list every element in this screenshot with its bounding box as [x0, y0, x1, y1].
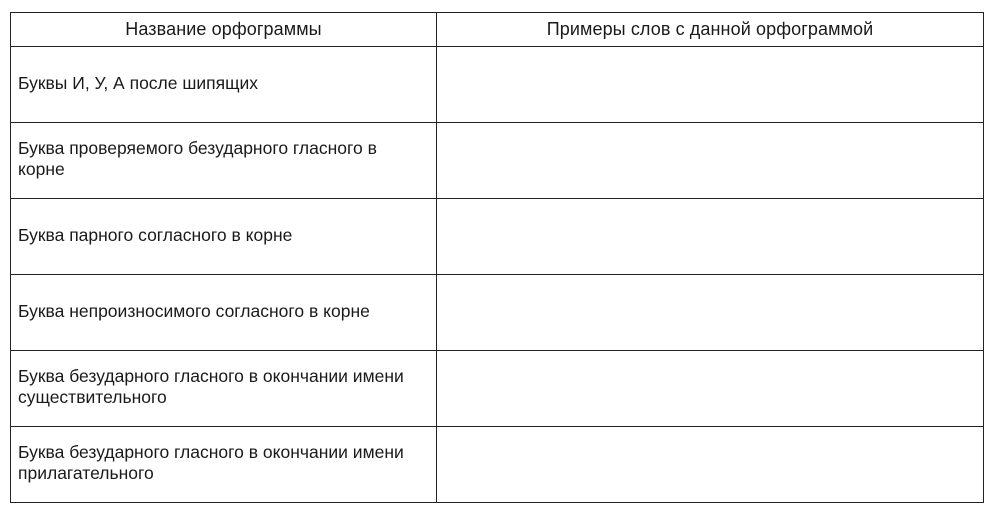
examples-input-cell[interactable]	[437, 351, 984, 427]
table-row	[11, 275, 984, 351]
orthogram-name: Буквы И, У, А после шипящих	[18, 72, 259, 93]
table-row	[11, 199, 984, 275]
examples-input-cell[interactable]	[437, 275, 984, 351]
orthogram-name: Буква проверяемого безударного гласного в корне	[18, 138, 377, 179]
examples-input-cell[interactable]	[437, 47, 984, 123]
examples-input-cell[interactable]	[437, 123, 984, 199]
orthogram-name-cell	[11, 123, 437, 199]
examples-input-cell[interactable]	[437, 199, 984, 275]
table-row	[11, 123, 984, 199]
orthogram-name-cell	[11, 47, 437, 123]
orthogram-name-cell	[11, 275, 437, 351]
table-row	[11, 47, 984, 123]
header-word-examples: Примеры слов с данной орфограммой	[437, 13, 984, 47]
orthogram-name: Буква безударного гласного в окончании имени существительного	[18, 366, 404, 407]
orthogram-name-cell	[11, 199, 437, 275]
examples-input-cell[interactable]	[437, 427, 984, 503]
orthogram-name: Буква безударного гласного в окончании имени прилагательного	[18, 442, 404, 483]
header-orthogram-name: Название орфограммы	[11, 13, 437, 47]
orthogram-name: Буква парного согласного в корне	[18, 224, 293, 245]
orthogram-table	[10, 12, 984, 503]
orthogram-name-cell	[11, 427, 437, 503]
table-row	[11, 427, 984, 503]
table-header-row	[11, 13, 984, 47]
orthogram-name-cell	[11, 351, 437, 427]
table-row	[11, 351, 984, 427]
orthogram-name: Буква непроизносимого согласного в корне	[18, 300, 370, 321]
